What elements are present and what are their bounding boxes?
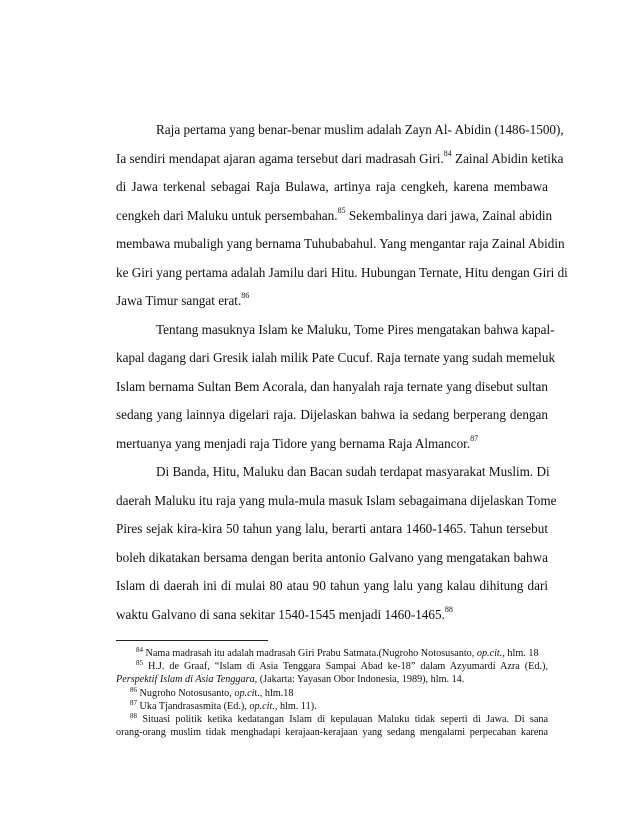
paragraph-1 <box>116 116 568 316</box>
footnote-ref-86: 86 <box>241 291 250 300</box>
text-line: Jawa Timur sangat erat.$^{86}$ <box>116 291 250 308</box>
text-line: daerah Maluku itu raja yang mula-mula masuk Islam sebagaimana dijelaskan Tome <box>116 492 557 508</box>
text-line: cengkeh dari Maluku untuk persembahan.$^{85}$ Sekembalinya dari jawa, Zainal abidin <box>116 205 553 223</box>
text-line: di Jawa terkenal sebagai Raja Bulawa, artinya raja cengkeh, karena membawa <box>116 179 548 194</box>
footnote-85: $^{85}$ H.J. de Graaf, “Islam di Asia Tenggara Sampai Abad ke-18” dalam Azyumardi Azra (Ed.), <box>136 659 548 673</box>
footnote-85-continued: Perspektif Islam di Asia Tenggara, (Jakarta: Yayasan Obor Indonesia, 1989), hlm. 14. <box>116 674 465 686</box>
footnote-separator <box>116 640 268 641</box>
footnote-88: $^{88}$ Situasi politik ketika kedatangan Islam di kepulauan Maluku tidak seperti di Jawa. Di sana <box>130 712 548 726</box>
text-line: kapal dagang dari Gresik ialah milik Pate Cucuf. Raja ternate yang sudah memeluk <box>116 350 556 365</box>
text-line: ke Giri yang pertama adalah Jamilu dari Hitu. Hubungan Ternate, Hitu dengan Giri di <box>116 264 568 280</box>
text-line: boleh dikatakan bersama dengan berita antonio Galvano yang mengatakan bahwa <box>116 549 548 565</box>
footnote-ref-84: 84 <box>443 148 452 158</box>
text-line: Tentang masuknya Islam ke Maluku, Tome Pires mengatakan bahwa kapal- <box>156 321 555 337</box>
text-line: Ia sendiri mendapat ajaran agama tersebut dari madrasah Giri.$^{84}$ Zainal Abidin ketika <box>116 148 564 166</box>
text-line: Pires sejak kira-kira 50 tahun yang lalu, berarti antara 1460-1465. Tahun tersebut <box>116 521 548 536</box>
text-line: membawa mubaligh yang bernama Tuhubabahul. Yang mengantar raja Zainal Abidin <box>116 236 565 251</box>
text-line: Islam bernama Sultan Bem Acorala, dan hanyalah raja ternate yang disebut sultan <box>116 378 548 394</box>
text-line: waktu Galvano di sana sekitar 1540-1545 menjadi 1460-1465.88 <box>116 604 453 622</box>
footnote-84: $^{84}$ Nama madrasah itu adalah madrasah Giri Prabu Satmata.(Nugroho Notosusanto, op.cit., hlm. 18 <box>136 646 539 659</box>
text-line: Raja pertama yang benar-benar muslim adalah Zayn Al- Abidin (1486-1500), <box>156 122 564 137</box>
body-text <box>116 116 568 629</box>
footnote-87: $^{87}$ Uka Tjandrasasmita (Ed.), op.cit., hlm. 11). <box>130 698 317 712</box>
footnote-88-continued: orang-orang muslim tidak menghadapi kerajaan-kerajaan yang sedang mengalami perpecahan karena <box>116 727 548 739</box>
text-line: Di Banda, Hitu, Maluku dan Bacan sudah terdapat masyarakat Muslim. Di <box>156 464 550 479</box>
text-line: sedang yang lainnya digelari raja. Dijelaskan bahwa ia sedang berperang dengan <box>116 407 548 422</box>
footnote-86: $^{86}$ Nugroho Notosusanto, op.cit., hlm.18 <box>130 685 294 699</box>
footnotes <box>116 647 548 739</box>
footnote-ref-85: 85 <box>337 205 346 215</box>
text-line: Islam di daerah ini di mulai 80 atau 90 tahun yang lalu yang kalau dihitung dari <box>116 578 548 593</box>
paragraph-3 <box>116 458 557 629</box>
text-line: mertuanya yang menjadi raja Tidore yang bernama Raja Almancor.$^{87}$ <box>116 433 479 451</box>
footnote-ref-88: 88 <box>444 604 453 614</box>
paragraph-2 <box>116 316 556 459</box>
footnote-ref-87: 87 <box>470 433 479 443</box>
